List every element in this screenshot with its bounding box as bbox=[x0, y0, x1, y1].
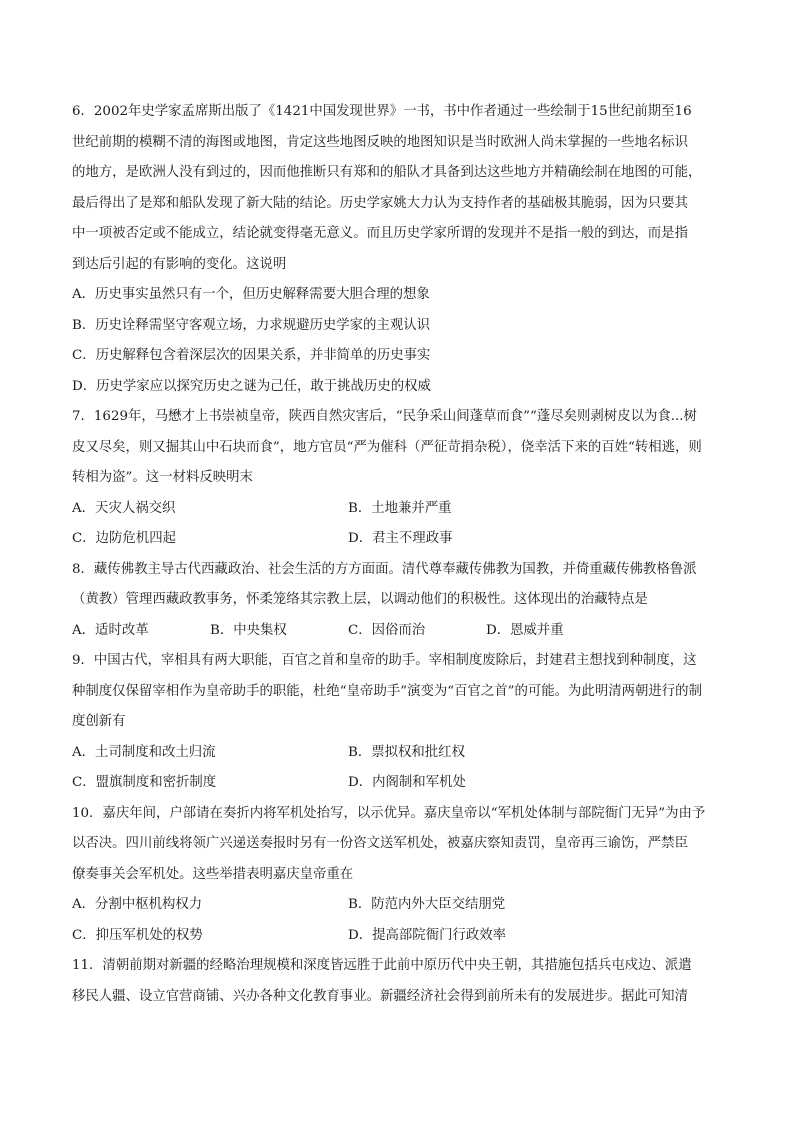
question-6-stem bbox=[72, 97, 728, 280]
option-row bbox=[72, 921, 728, 952]
stem-line: 最后得出了是郑和船队发现了新大陆的结论。历史学家姚大力认为支持作者的基础极其脆弱，因为只要其 bbox=[72, 195, 688, 211]
stem-line: （黄教）管理西藏政教事务，怀柔笼络其宗教上层，以调动他们的积极性。这体现出的治藏特点是 bbox=[72, 592, 648, 607]
stem-line: 11．清朝前期对新疆的经略治理规模和深度皆远胜于此前中原历代中央王朝，其措施包括兵屯戍边、派遣 bbox=[72, 958, 692, 973]
stem-line: 8．藏传佛教主导古代西藏政治、社会生活的方方面面。清代尊奉藏传佛教为国教，并倚重藏传佛教格鲁派 bbox=[72, 561, 697, 577]
stem-line: 7．1629年，马懋才上书崇祯皇帝，陕西自然灾害后，“民争采山间蓬草而食”“蓬尽矣则剥树皮以为食...树 bbox=[72, 409, 697, 424]
stem-line: 皮又尽矣，则又掘其山中石块而食”，地方官员“严为催科（严征苛捐杂税），侥幸活下来的百姓“转相逃，则 bbox=[72, 439, 702, 455]
option-a[interactable]: A．天灾人祸交织 bbox=[72, 500, 176, 516]
question-11-stem bbox=[72, 951, 728, 1012]
stem-line: 度创新有 bbox=[72, 714, 126, 729]
stem-line: 的地方，是欧洲人没有到过的，因而他推断只有郑和的船队才具备到达这些地方并精确绘制在地图的可能， bbox=[72, 165, 702, 180]
stem-line: 9．中国古代，宰相具有两大职能，百官之首和皇帝的助手。宰相制度废除后，封建君主想找到种制度，这 bbox=[72, 653, 697, 668]
option-a[interactable]: A．分割中枢机构权力 bbox=[72, 897, 203, 912]
stem-line: 中一项被否定或不能成立，结论就变得毫无意义。而且历史学家所谓的发现并不是指一般的到达，而是指 bbox=[72, 226, 688, 241]
option-d[interactable]: D．历史学家应以探究历史之谜为己任，敢于挑战历史的权威 bbox=[72, 378, 431, 394]
stem-line: 僚奏事关会军机处。这些举措表明嘉庆皇帝重在 bbox=[72, 866, 354, 882]
question-10 bbox=[72, 799, 728, 952]
option-a[interactable]: A．适时改革 bbox=[72, 622, 149, 638]
stem-line: 以否决。四川前线将领广兴递送奏报时另有一份咨文送军机处，被嘉庆察知责罚，皇帝再三谕饬，严禁臣 bbox=[72, 836, 688, 851]
option-b[interactable]: B．历史诠释需坚守客观立场，力求规避历史学家的主观认识 bbox=[72, 317, 430, 333]
stem-line: 10．嘉庆年间，户部请在奏折内将军机处抬写，以示优异。嘉庆皇帝以“军机处体制与部院衙门无异”为由予 bbox=[72, 805, 706, 821]
question-8-stem bbox=[72, 555, 728, 616]
option-row bbox=[72, 524, 728, 555]
question-9-stem bbox=[72, 646, 728, 738]
option-row bbox=[72, 494, 728, 525]
question-9 bbox=[72, 646, 728, 799]
question-7 bbox=[72, 402, 728, 555]
option-c[interactable]: C．因俗而治 bbox=[348, 622, 426, 638]
option-a[interactable]: A．土司制度和改土归流 bbox=[72, 744, 216, 760]
option-c[interactable]: C．抑压军机处的权势 bbox=[72, 927, 203, 943]
option-b[interactable]: B．土地兼并严重 bbox=[348, 500, 452, 516]
stem-line: 种制度仅保留宰相作为皇帝助手的职能，杜绝“皇帝助手”演变为“百官之首”的可能。为此明清两朝进行的制 bbox=[72, 683, 702, 699]
question-6 bbox=[72, 97, 728, 402]
stem-line: 转相为盗”。这一材料反映明末 bbox=[72, 470, 253, 485]
option-b[interactable]: B．票拟权和批红权 bbox=[348, 744, 465, 760]
question-10-stem bbox=[72, 799, 728, 891]
question-11 bbox=[72, 951, 728, 1012]
stem-line: 6．2002年史学家孟席斯出版了《1421中国发现世界》一书，书中作者通过一些绘制于15世纪前期至16 bbox=[72, 104, 692, 119]
question-7-stem bbox=[72, 402, 728, 494]
stem-line: 世纪前期的模糊不清的海图或地图，肯定这些地图反映的地图知识是当时欧洲人尚未掌握的一些地名标识 bbox=[72, 134, 688, 150]
option-d[interactable]: D．提高部院衙门行政效率 bbox=[348, 927, 507, 943]
option-c[interactable]: C．盟旗制度和密折制度 bbox=[72, 775, 217, 790]
option-d[interactable]: D．内阁制和军机处 bbox=[348, 775, 466, 790]
option-a[interactable]: A．历史事实虽然只有一个，但历史解释需要大胆合理的想象 bbox=[72, 287, 430, 302]
stem-line: 到达后引起的有影响的变化。这说明 bbox=[72, 256, 287, 272]
option-row bbox=[72, 738, 728, 769]
stem-line: 移民人疆、设立官营商铺、兴办各种文化教育事业。新疆经济社会得到前所未有的发展进步。据此可知清 bbox=[72, 988, 688, 1004]
option-row bbox=[72, 768, 728, 799]
option-b[interactable]: B．中央集权 bbox=[210, 622, 287, 638]
option-d[interactable]: D．恩威并重 bbox=[486, 622, 564, 638]
option-c[interactable]: C．边防危机四起 bbox=[72, 531, 176, 546]
option-b[interactable]: B．防范内外大臣交结朋党 bbox=[348, 897, 506, 912]
question-list bbox=[72, 97, 728, 1012]
option-row bbox=[72, 890, 728, 921]
question-8 bbox=[72, 555, 728, 647]
option-c[interactable]: C．历史解释包含着深层次的因果关系，并非简单的历史事实 bbox=[72, 348, 431, 363]
option-row bbox=[72, 616, 728, 647]
option-d[interactable]: D．君主不理政事 bbox=[348, 531, 453, 546]
